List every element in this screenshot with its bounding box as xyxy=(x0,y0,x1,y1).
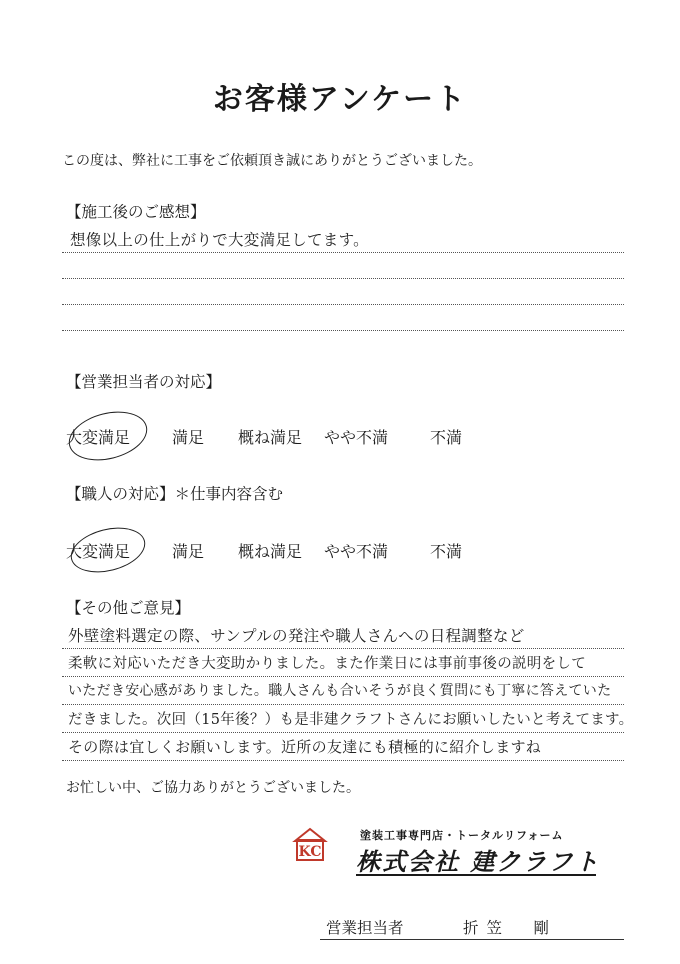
rating-option-somewhat-dissatisfied: やや不満 xyxy=(324,428,389,447)
impression-heading: 【施工後のご感想】 xyxy=(66,203,206,221)
answer-line xyxy=(62,648,624,649)
selected-circle-mark xyxy=(66,520,150,579)
rating-option-dissatisfied: 不満 xyxy=(430,542,463,561)
closing-text: お忙しい中、ご協力ありがとうございました。 xyxy=(66,780,360,796)
answer-line xyxy=(62,304,624,305)
opinion-line: だきました。次回（15年後？）も是非建クラフトさんにお願いしたいと考えてます。 xyxy=(68,712,634,728)
staff-name: 折笠 剛 xyxy=(463,919,558,937)
staff-signature-line xyxy=(320,939,624,940)
answer-line xyxy=(62,278,624,279)
sales-rating-options xyxy=(66,425,626,449)
answer-line xyxy=(62,732,624,733)
logo-initials: KC xyxy=(298,844,322,860)
opinion-line: その際は宜しくお願いします。近所の友達にも積極的に紹介しますね xyxy=(68,738,542,756)
opinion-line: 柔軟に対応いただき大変助かりました。また作業日には事前事後の説明をして xyxy=(68,656,586,672)
staff-label: 営業担当者 xyxy=(326,919,404,937)
other-opinions-heading: 【その他ご意見】 xyxy=(66,599,191,617)
rating-option-very-satisfied: 大変満足 xyxy=(66,428,131,447)
rating-option-somewhat-dissatisfied: やや不満 xyxy=(324,542,389,561)
answer-line xyxy=(62,760,624,761)
rating-option-mostly-satisfied: 概ね満足 xyxy=(238,542,303,561)
answer-line xyxy=(62,330,624,331)
intro-text: この度は、弊社に工事をご依頼頂き誠にありがとうございました。 xyxy=(62,153,482,169)
rating-option-satisfied: 満足 xyxy=(172,542,205,561)
answer-line xyxy=(62,252,624,253)
rating-option-mostly-satisfied: 概ね満足 xyxy=(238,428,303,447)
selected-circle-mark xyxy=(64,404,153,468)
impression-answer: 想像以上の仕上がりで大変満足してます。 xyxy=(70,231,369,249)
rating-option-very-satisfied: 大変満足 xyxy=(66,542,131,561)
answer-line xyxy=(62,704,624,705)
company-name: 株式会社 建クラフト xyxy=(356,848,601,876)
craftsman-response-heading: 【職人の対応】＊仕事内容含む xyxy=(66,485,284,503)
opinion-line: 外壁塗料選定の際、サンプルの発注や職人さんへの日程調整など xyxy=(68,627,525,645)
company-tagline: 塗装工事専門店・トータルリフォーム xyxy=(360,829,564,842)
opinion-line: いただき安心感がありました。職人さんも合いそうが良く質問にも丁寧に答えていた xyxy=(68,683,612,699)
sales-response-heading: 【営業担当者の対応】 xyxy=(66,373,222,391)
company-logo-icon xyxy=(292,826,328,862)
logo-underline xyxy=(356,874,596,876)
rating-option-dissatisfied: 不満 xyxy=(430,428,463,447)
rating-option-satisfied: 満足 xyxy=(172,428,205,447)
page-title: お客様アンケート xyxy=(212,82,468,117)
craftsman-rating-options xyxy=(66,539,626,563)
answer-line xyxy=(62,676,624,677)
